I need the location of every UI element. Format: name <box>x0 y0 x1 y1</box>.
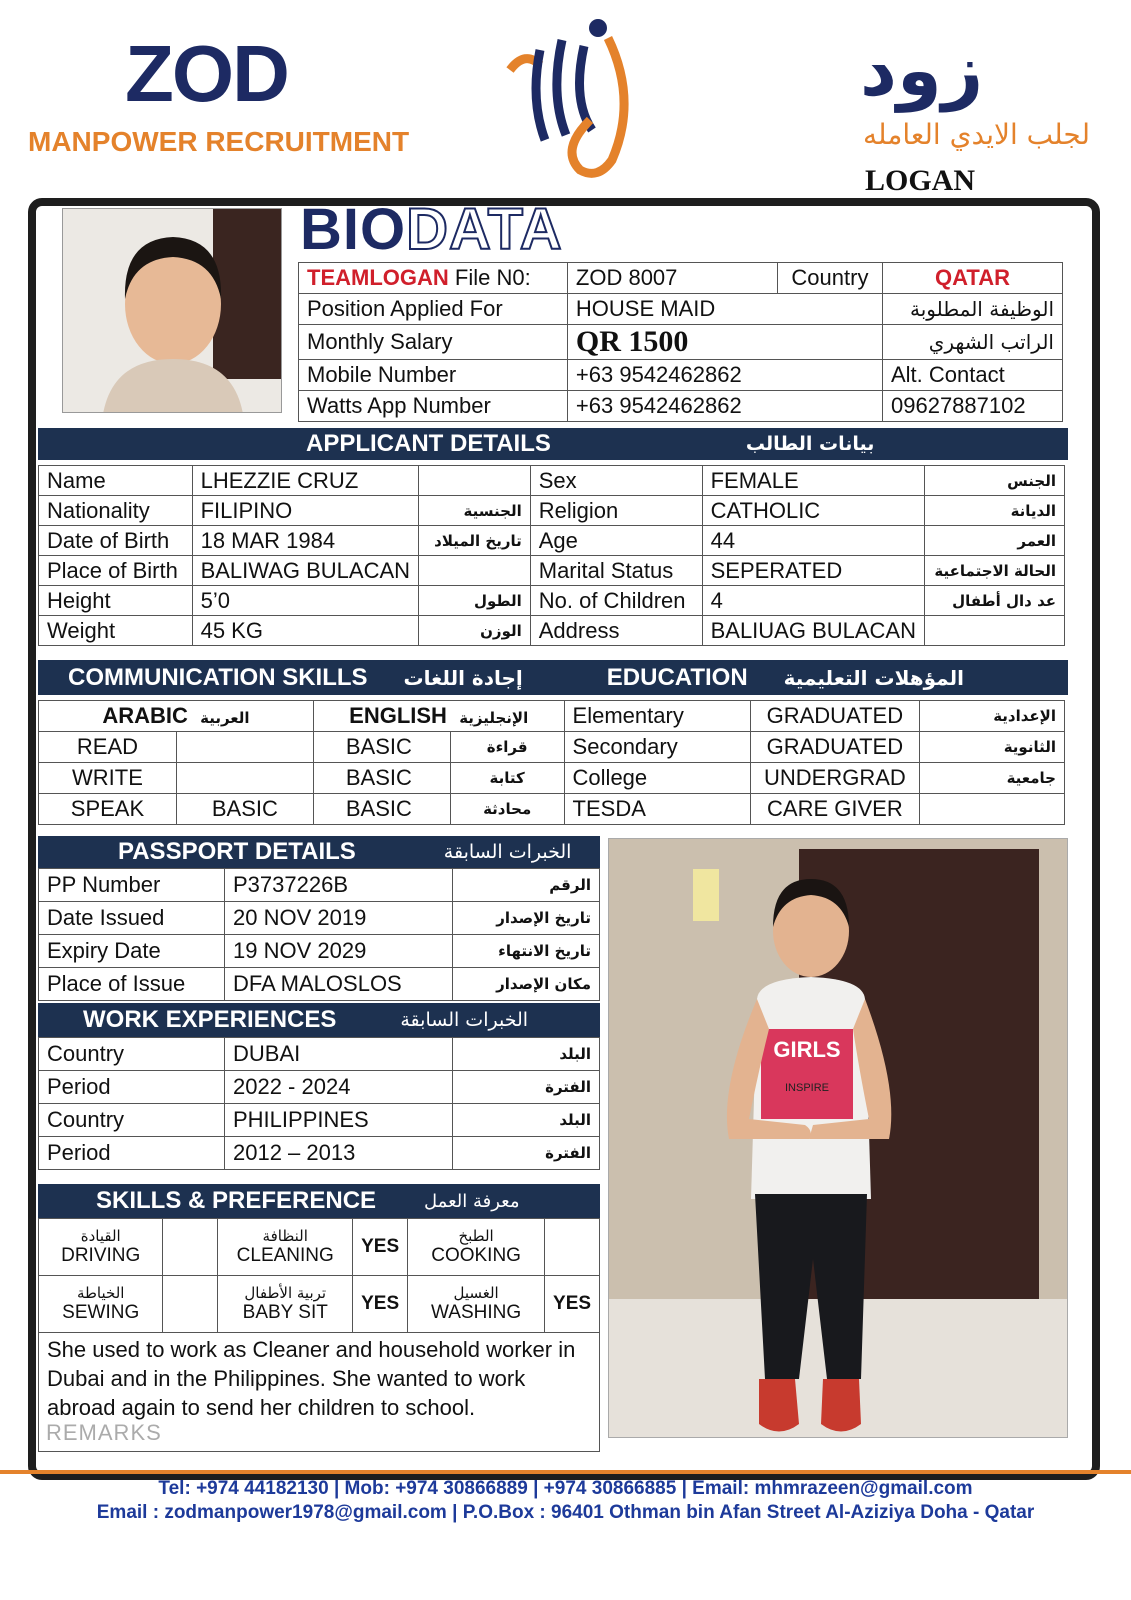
applicant-field-value: BALIWAG BULACAN <box>192 556 418 586</box>
language-education-table <box>38 700 1065 825</box>
applicant-field-label-ar: الجنسية <box>419 496 531 526</box>
applicant-field-label-ar-2: الحالة الاجتماعية <box>925 556 1065 586</box>
applicant-field-label-ar-2 <box>925 616 1065 646</box>
applicant-field-label: Name <box>39 466 193 496</box>
applicant-field-label-ar <box>419 466 531 496</box>
skill-label: CLEANING <box>236 1245 334 1266</box>
skill-label: BABY SIT <box>242 1302 328 1323</box>
work-row-value: DUBAI <box>225 1038 453 1071</box>
applicant-field-value-2: 44 <box>702 526 924 556</box>
skills-title: SKILLS & PREFERENCE <box>96 1187 377 1214</box>
applicant-field-label-ar-2: الديانة <box>925 496 1065 526</box>
language-skill-ar: قراءة <box>450 732 564 763</box>
work-title: WORK EXPERIENCES <box>83 1006 337 1033</box>
communication-title: COMMUNICATION SKILLS <box>68 663 368 691</box>
education-title: EDUCATION <box>606 663 748 691</box>
work-title-ar: الخبرات السابقة <box>400 1009 529 1031</box>
language-skill-ar: كتابة <box>450 763 564 794</box>
applicant-field-label-2: Address <box>530 616 702 646</box>
passport-row-value: DFA MALOSLOS <box>225 968 453 1001</box>
applicant-field-label-ar <box>419 556 531 586</box>
applicant-field-value-2: CATHOLIC <box>702 496 924 526</box>
applicant-details-title-ar: بيانات الطالب <box>745 433 875 455</box>
branch-name: LOGAN <box>864 164 975 197</box>
applicant-field-label-2: Sex <box>530 466 702 496</box>
applicant-field-value: FILIPINO <box>192 496 418 526</box>
work-row-value: 2022 - 2024 <box>225 1071 453 1104</box>
passport-row <box>39 935 600 968</box>
applicant-field-value: LHEZZIE CRUZ <box>192 466 418 496</box>
mobile-value: +63 9542462862 <box>567 360 882 391</box>
education-title-ar: المؤهلات التعليمية <box>783 665 964 690</box>
top-info-table <box>298 262 1063 422</box>
whatsapp-value: +63 9542462862 <box>567 391 882 422</box>
passport-row-label: Place of Issue <box>39 968 225 1001</box>
passport-title: PASSPORT DETAILS <box>118 838 356 865</box>
skills-preference-table <box>38 1218 600 1333</box>
salary-label: Monthly Salary <box>299 325 568 360</box>
whatsapp-label: Watts App Number <box>299 391 568 422</box>
skill-label-ar: تربية الأطفال <box>244 1284 327 1302</box>
english-level: BASIC <box>313 732 450 763</box>
applicant-row <box>39 616 1065 646</box>
footer-contact-line: Tel: +974 44182130 | Mob: +974 30866889 | +974 30866885 | Email: mhmrazeen@gmail.com <box>158 1478 973 1499</box>
edu-level: Elementary <box>564 701 750 732</box>
passport-title-ar: الخبرات السابقة <box>443 841 572 863</box>
arabic-heading-en: ARABIC <box>102 703 188 728</box>
passport-details-header <box>38 836 600 868</box>
passport-row-value: 19 NOV 2029 <box>225 935 453 968</box>
brand-tagline-arabic: لجلب الايدي العامله <box>863 118 1090 151</box>
skill-label: SEWING <box>62 1302 140 1323</box>
remarks-text: She used to work as Cleaner and household worker in Dubai and in the Philippines. She wanted to work abroad again to send her children to school. <box>38 1332 600 1452</box>
english-heading-ar: الإنجليزية <box>459 709 529 727</box>
applicant-field-label-2: Marital Status <box>530 556 702 586</box>
country-value: QATAR <box>883 263 1063 294</box>
work-row-label-ar: البلد <box>453 1104 600 1137</box>
skills-row <box>39 1276 600 1333</box>
passport-row-value: P3737226B <box>225 869 453 902</box>
arabic-level <box>176 763 313 794</box>
alt-contact-label: Alt. Contact <box>883 360 1063 391</box>
applicant-row <box>39 526 1065 556</box>
edu-ar: جامعية <box>919 763 1064 794</box>
skill-label-ar: النظافة <box>262 1227 308 1245</box>
alt-contact-value: 09627887102 <box>883 391 1063 422</box>
applicant-details-title: APPLICANT DETAILS <box>306 430 551 457</box>
edu-status: GRADUATED <box>750 732 919 763</box>
country-label: Country <box>777 263 882 294</box>
skill-label-ar: الخياطة <box>76 1284 125 1302</box>
language-row <box>39 763 1065 794</box>
applicant-field-value-2: 4 <box>702 586 924 616</box>
applicant-field-label-2: Religion <box>530 496 702 526</box>
edu-ar: الثانوية <box>919 732 1064 763</box>
skill-value: YES <box>353 1219 408 1276</box>
edu-level: Secondary <box>564 732 750 763</box>
work-experience-table <box>38 1037 600 1170</box>
work-row <box>39 1038 600 1071</box>
skill-value <box>163 1276 218 1333</box>
brand-figure-logo <box>500 10 640 180</box>
applicant-details-header <box>38 428 1068 460</box>
position-label-ar: الوظيفة المطلوبة <box>883 294 1063 325</box>
language-skill: READ <box>39 732 177 763</box>
footer-divider <box>0 1470 1131 1474</box>
applicant-row <box>39 496 1065 526</box>
applicant-field-label-ar: الطول <box>419 586 531 616</box>
skill-cell <box>408 1276 545 1333</box>
passport-row-label-ar: تاريخ الانتهاء <box>453 935 600 968</box>
passport-row-label-ar: تاريخ الإصدار <box>453 902 600 935</box>
arabic-level <box>176 732 313 763</box>
file-number: ZOD 8007 <box>567 263 777 294</box>
work-experience-header <box>38 1003 600 1037</box>
passport-row <box>39 968 600 1001</box>
skill-label-ar: الطبخ <box>458 1227 494 1245</box>
language-row <box>39 732 1065 763</box>
work-row-value: PHILIPPINES <box>225 1104 453 1137</box>
passport-row-label: Expiry Date <box>39 935 225 968</box>
applicant-field-label: Date of Birth <box>39 526 193 556</box>
salary-label-ar: الراتب الشهري <box>883 325 1063 360</box>
applicant-field-value: 45 KG <box>192 616 418 646</box>
applicant-field-label-ar-2: العمر <box>925 526 1065 556</box>
shirt-print: GIRLS <box>773 1037 841 1062</box>
passport-row <box>39 902 600 935</box>
edu-level: TESDA <box>564 794 750 825</box>
applicant-row <box>39 556 1065 586</box>
work-row <box>39 1104 600 1137</box>
edu-status: GRADUATED <box>750 701 919 732</box>
passport-row-label: PP Number <box>39 869 225 902</box>
applicant-field-label-2: Age <box>530 526 702 556</box>
applicant-field-value-2: FEMALE <box>702 466 924 496</box>
skill-cell <box>218 1276 353 1333</box>
work-row-label: Country <box>39 1038 225 1071</box>
applicant-headshot <box>62 208 282 413</box>
skill-cell <box>408 1219 545 1276</box>
skill-value <box>545 1219 600 1276</box>
skill-value: YES <box>353 1276 408 1333</box>
brand-tagline: MANPOWER RECRUITMENT <box>28 126 410 157</box>
applicant-field-label-2: No. of Children <box>530 586 702 616</box>
brand-logo-arabic: زود <box>860 28 984 112</box>
edu-status: UNDERGRAD <box>750 763 919 794</box>
applicant-details-table <box>38 465 1065 646</box>
english-level: BASIC <box>313 794 450 825</box>
file-label-text: File N0: <box>454 265 531 290</box>
english-level: BASIC <box>313 763 450 794</box>
passport-details-table <box>38 868 600 1001</box>
shirt-print-2: INSPIRE <box>784 1082 830 1094</box>
skill-label: COOKING <box>431 1245 521 1266</box>
applicant-field-value: 5’0 <box>192 586 418 616</box>
skills-title-ar: معرفة العمل <box>424 1190 520 1212</box>
arabic-level: BASIC <box>176 794 313 825</box>
applicant-field-value: 18 MAR 1984 <box>192 526 418 556</box>
language-row <box>39 794 1065 825</box>
passport-row-label-ar: الرقم <box>453 869 600 902</box>
file-label <box>299 263 568 294</box>
applicant-row <box>39 466 1065 496</box>
language-skill: SPEAK <box>39 794 177 825</box>
work-row <box>39 1137 600 1170</box>
passport-row-label-ar: مكان الإصدار <box>453 968 600 1001</box>
communication-education-header <box>38 660 1068 695</box>
edu-ar: الإعدادية <box>919 701 1064 732</box>
skill-value: YES <box>545 1276 600 1333</box>
title-bio: BIO <box>300 197 407 262</box>
passport-row <box>39 869 600 902</box>
skill-label: WASHING <box>431 1302 522 1323</box>
work-row-label-ar: الفترة <box>453 1137 600 1170</box>
passport-row-label: Date Issued <box>39 902 225 935</box>
skill-value <box>163 1219 218 1276</box>
remarks-label: REMARKS <box>46 1420 162 1445</box>
applicant-field-label-ar-2: الجنس <box>925 466 1065 496</box>
biodata-title <box>300 196 563 263</box>
work-row-value: 2012 – 2013 <box>225 1137 453 1170</box>
applicant-field-label-ar: تاريخ الميلاد <box>419 526 531 556</box>
file-label-brand: TEAMLOGAN <box>307 265 449 290</box>
skill-label: DRIVING <box>61 1245 141 1266</box>
work-row-label-ar: الفترة <box>453 1071 600 1104</box>
applicant-field-value-2: BALIUAG BULACAN <box>702 616 924 646</box>
skill-cell <box>39 1219 163 1276</box>
passport-row-value: 20 NOV 2019 <box>225 902 453 935</box>
skill-label-ar: الغسيل <box>453 1284 499 1302</box>
edu-status: CARE GIVER <box>750 794 919 825</box>
salary-value: QR 1500 <box>567 325 882 360</box>
footer-address-line: Email : zodmanpower1978@gmail.com | P.O.Box : 96401 Othman bin Afan Street Al-Aziziya Doha - Qatar <box>96 1502 1035 1523</box>
skill-cell <box>39 1276 163 1333</box>
work-row <box>39 1071 600 1104</box>
communication-title-ar: إجادة اللغات <box>403 665 523 690</box>
applicant-field-label: Weight <box>39 616 193 646</box>
skills-row <box>39 1219 600 1276</box>
brand-logo-text: ZOD <box>125 29 288 118</box>
position-label: Position Applied For <box>299 294 568 325</box>
work-row-label: Country <box>39 1104 225 1137</box>
applicant-field-label: Height <box>39 586 193 616</box>
applicant-field-label: Place of Birth <box>39 556 193 586</box>
applicant-row <box>39 586 1065 616</box>
language-skill: WRITE <box>39 763 177 794</box>
skill-label-ar: القيادة <box>80 1227 121 1245</box>
language-skill-ar: محادثة <box>450 794 564 825</box>
work-row-label: Period <box>39 1137 225 1170</box>
applicant-field-label-ar: الوزن <box>419 616 531 646</box>
skill-cell <box>218 1219 353 1276</box>
work-row-label: Period <box>39 1071 225 1104</box>
edu-level: College <box>564 763 750 794</box>
arabic-heading-ar: العربية <box>200 709 250 727</box>
english-heading-en: ENGLISH <box>349 703 447 728</box>
applicant-full-photo <box>608 838 1068 1438</box>
work-row-label-ar: البلد <box>453 1038 600 1071</box>
edu-ar <box>919 794 1064 825</box>
applicant-field-value-2: SEPERATED <box>702 556 924 586</box>
applicant-field-label-ar-2: عد دال أطفال <box>925 586 1065 616</box>
english-heading <box>313 701 564 732</box>
title-data: DATA <box>406 197 563 262</box>
mobile-label: Mobile Number <box>299 360 568 391</box>
position-value: HOUSE MAID <box>567 294 882 325</box>
arabic-heading <box>39 701 314 732</box>
skills-preference-header <box>38 1184 600 1218</box>
applicant-field-label: Nationality <box>39 496 193 526</box>
